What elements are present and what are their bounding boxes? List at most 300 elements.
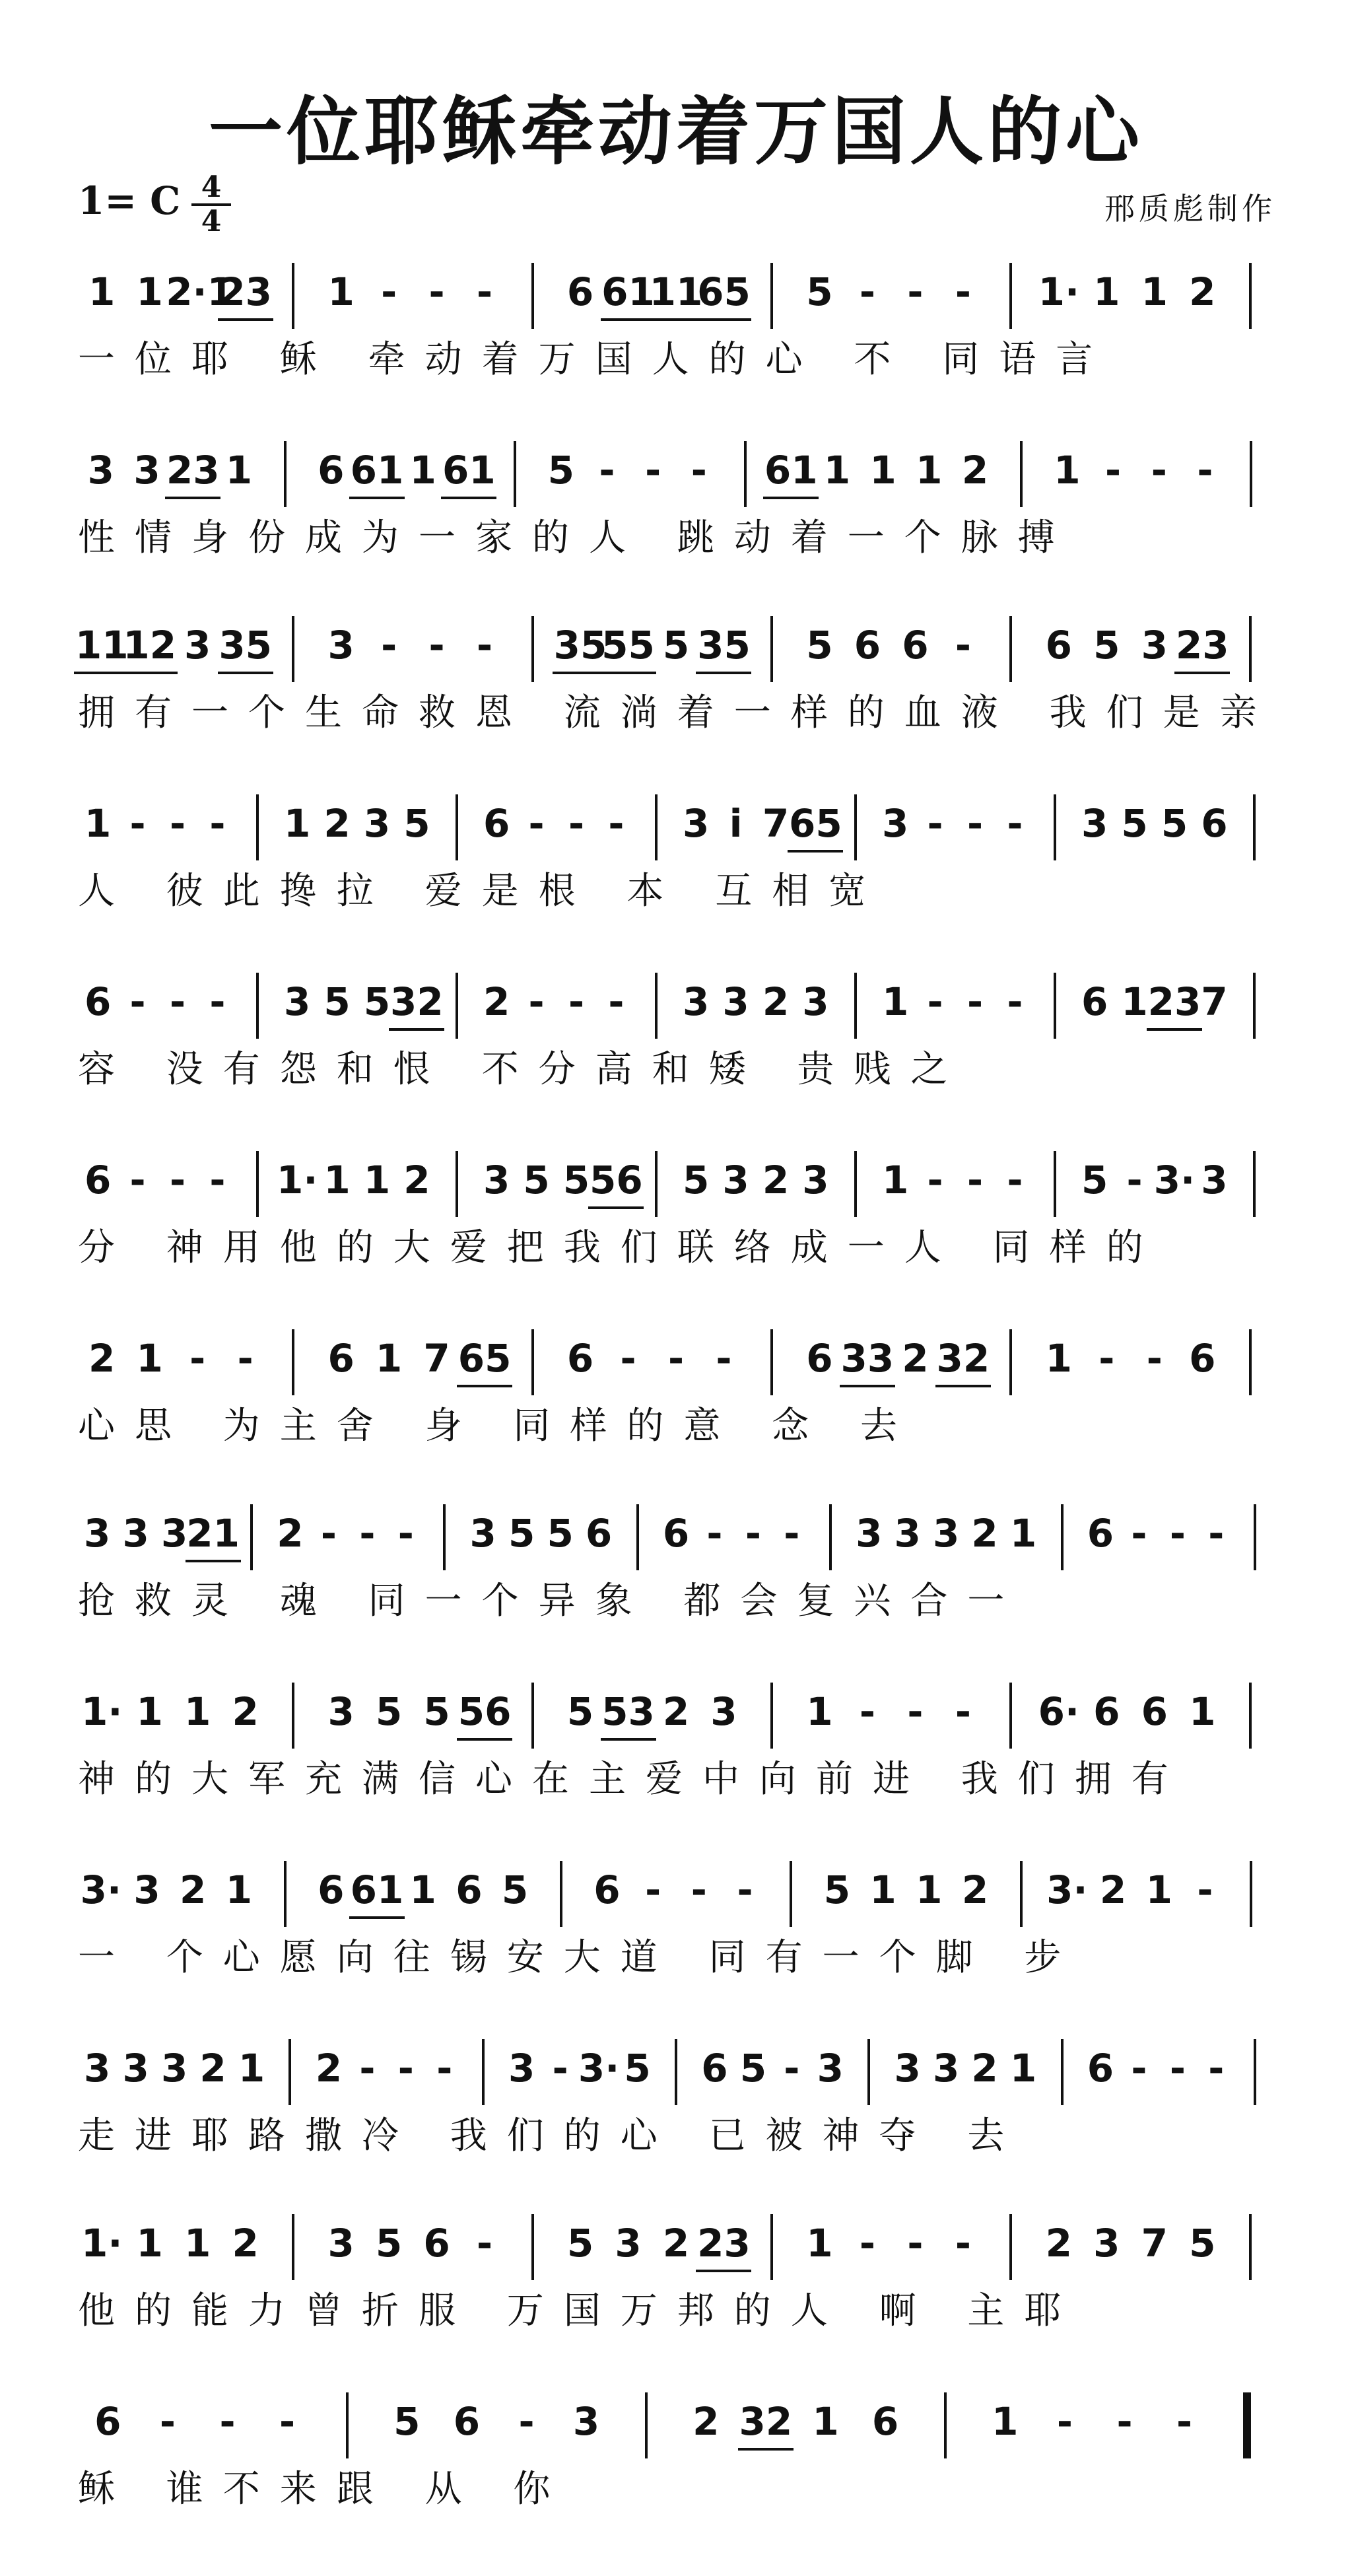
barline [1009, 263, 1012, 329]
note: 2 [662, 2221, 690, 2266]
barline [1061, 2039, 1064, 2105]
sustain-dash: - [477, 2221, 493, 2266]
barline [1249, 1683, 1252, 1749]
note: 53 [601, 1689, 655, 1734]
barline [655, 973, 658, 1039]
barline [770, 1329, 773, 1395]
note: 2 [961, 1867, 989, 1912]
barline [292, 263, 294, 329]
note: 56 [457, 1689, 512, 1734]
barline [288, 2039, 291, 2105]
note: 6 [327, 1336, 355, 1381]
note: 5 [1081, 1158, 1108, 1202]
note: 1 [1009, 2046, 1037, 2091]
note: 1 [284, 801, 311, 846]
barline [1020, 1861, 1023, 1927]
note: 61 [442, 448, 496, 493]
note: 5 [403, 801, 430, 846]
score-row [0, 2196, 1352, 2354]
note: 2 [199, 2046, 226, 2091]
lyrics-line: 稣 谁不来跟 从 你 [78, 2468, 570, 2511]
eighth-underline [457, 1738, 512, 1741]
barline [1054, 973, 1056, 1039]
note: 5 [547, 1511, 574, 1556]
sustain-dash: - [907, 269, 924, 314]
note: 35 [553, 623, 607, 668]
sustain-dash: - [1208, 2046, 1225, 2091]
note: 1 [1141, 269, 1168, 314]
note: 3 [184, 623, 211, 668]
note: 1 [363, 1158, 391, 1202]
note: 3 [469, 1511, 496, 1556]
note: 3· [1153, 1158, 1196, 1202]
note: 3 [572, 2399, 600, 2444]
barline [256, 794, 259, 860]
note: 5 [523, 1158, 550, 1202]
key-signature: 1= C [78, 178, 181, 223]
barline [944, 2392, 947, 2458]
sustain-dash: - [620, 1336, 636, 1381]
note: 23 [166, 448, 220, 493]
note: 2 [1099, 1867, 1127, 1912]
note: 1 [882, 979, 909, 1024]
sustain-dash: - [1169, 2046, 1186, 2091]
lyrics-line: 心思 为主舍 身 同样的意 念 去 [78, 1405, 918, 1447]
sustain-dash: - [129, 801, 146, 846]
note: 6 [902, 623, 929, 668]
note: 6 [318, 448, 345, 493]
barline [292, 2214, 294, 2280]
barline [1249, 1329, 1252, 1395]
note: 6 [318, 1867, 345, 1912]
note: 1 [323, 1158, 351, 1202]
note: 1 [225, 1867, 253, 1912]
eighth-underline [601, 318, 656, 321]
sustain-dash: - [1176, 2399, 1193, 2444]
note: 5 [739, 2046, 767, 2091]
note: 1 [184, 1689, 211, 1734]
note: 2·1 [166, 269, 234, 314]
score-row [0, 423, 1352, 581]
eighth-underline [763, 497, 819, 499]
sustain-dash: - [528, 979, 545, 1024]
barline [1009, 2214, 1012, 2280]
sustain-dash: - [927, 1158, 943, 1202]
barline [1054, 1151, 1056, 1217]
eighth-underline [935, 1385, 991, 1387]
note: 2 [232, 1689, 259, 1734]
note: 2 [232, 2221, 259, 2266]
note: 5 [508, 1511, 535, 1556]
barline [531, 2214, 534, 2280]
time-signature [191, 170, 231, 238]
eighth-underline [389, 1028, 444, 1031]
note: 5 [375, 1689, 403, 1734]
note: 6 [1141, 1689, 1168, 1734]
score-row [0, 2021, 1352, 2179]
sustain-dash: - [859, 2221, 875, 2266]
sustain-dash: - [716, 1336, 732, 1381]
sustain-dash: - [645, 1867, 661, 1912]
barline [1020, 441, 1023, 507]
barline [456, 1151, 458, 1217]
eighth-underline [601, 672, 656, 674]
note: 3 [122, 2046, 149, 2091]
barline [1061, 1504, 1064, 1570]
score-row [0, 1486, 1352, 1644]
eighth-underline [696, 672, 751, 674]
note: 3 [722, 979, 749, 1024]
note: 61 [601, 269, 655, 314]
eighth-underline [696, 2270, 751, 2272]
note: 3 [882, 801, 909, 846]
eighth-underline [349, 497, 405, 499]
note: 3 [683, 979, 710, 1024]
sustain-dash: - [169, 1158, 186, 1202]
note: 2 [902, 1336, 929, 1381]
barline [284, 441, 287, 507]
sustain-dash: - [784, 2046, 800, 2091]
note: 5 [1093, 623, 1120, 668]
barline [1253, 1151, 1256, 1217]
note: 3 [722, 1158, 749, 1202]
note: 65 [697, 269, 751, 314]
sustain-dash: - [1056, 2399, 1073, 2444]
note: 1 [1121, 979, 1148, 1024]
sustain-dash: - [159, 2399, 176, 2444]
note: 6 [854, 623, 881, 668]
note: 2 [315, 2046, 343, 2091]
note: 6 [483, 801, 510, 846]
note: 2 [693, 2399, 720, 2444]
note: 32 [739, 2399, 793, 2444]
note: 35 [697, 623, 751, 668]
sustain-dash: - [477, 623, 493, 668]
note: 61 [764, 448, 818, 493]
note: 1 [992, 2399, 1019, 2444]
note: 1 [916, 448, 943, 493]
sustain-dash: - [552, 2046, 568, 2091]
note: 3 [932, 2046, 960, 2091]
sustain-dash: - [907, 1689, 924, 1734]
lyrics-line: 一位耶 稣 牵动着万国人的心 不 同语言 [78, 338, 1113, 381]
eighth-underline [218, 318, 273, 321]
sustain-dash: - [966, 1158, 984, 1202]
sustain-dash: - [706, 1511, 723, 1556]
sustain-dash: - [927, 801, 943, 846]
score-row [0, 598, 1352, 756]
note: 11 [649, 269, 703, 314]
note: 5 [624, 2046, 651, 2091]
barline [256, 1151, 259, 1217]
note: 65 [457, 1336, 512, 1381]
sustain-dash: - [568, 801, 585, 846]
eighth-underline [186, 1560, 241, 1562]
score-row [0, 776, 1352, 934]
sustain-dash: - [1151, 448, 1167, 493]
sustain-dash: - [129, 1158, 146, 1202]
note: 1 [225, 448, 253, 493]
note: 55 [601, 623, 655, 668]
sustain-dash: - [1105, 448, 1122, 493]
note: 6 [456, 1867, 483, 1912]
eighth-underline [122, 672, 178, 674]
barline [770, 263, 773, 329]
barline [1254, 1504, 1256, 1570]
author-credit: 邢质彪制作 [1104, 191, 1276, 226]
sustain-dash: - [436, 2046, 453, 2091]
barline [1009, 1329, 1012, 1395]
barline [256, 973, 259, 1039]
sustain-dash: - [359, 1511, 376, 1556]
note: 3 [932, 1511, 960, 1556]
sustain-dash: - [1197, 1867, 1213, 1912]
note: 6 [871, 2399, 899, 2444]
barline [1250, 441, 1252, 507]
note: 6 [585, 1511, 613, 1556]
note: 2 [277, 1511, 304, 1556]
eighth-underline [74, 672, 129, 674]
note: 61 [350, 448, 404, 493]
note: 6 [84, 979, 112, 1024]
sustain-dash: - [129, 979, 146, 1024]
note: 6 [566, 269, 594, 314]
sustain-dash: - [359, 2046, 376, 2091]
note: 3 [133, 1867, 160, 1912]
note: 56 [590, 1158, 643, 1202]
note: 5 [1121, 801, 1148, 846]
note: 7 [762, 801, 790, 846]
sustain-dash: - [320, 1511, 337, 1556]
lyrics-line: 神的大军充满信心在主爱中向前进 我们拥有 [78, 1758, 1188, 1801]
sustain-dash: - [397, 1511, 414, 1556]
barline [744, 441, 747, 507]
eighth-underline [648, 318, 704, 321]
note: 1 [136, 269, 163, 314]
note: 5 [823, 1867, 851, 1912]
lyrics-line: 分 神用他的大爱把我们联络成一人 同样的 [78, 1226, 1163, 1269]
eighth-underline [601, 1738, 656, 1741]
note: 5 [393, 2399, 421, 2444]
note: 5 [1161, 801, 1188, 846]
time-signature-top: 4 [201, 170, 222, 204]
note: 2 [180, 1867, 207, 1912]
sustain-dash: - [279, 2399, 296, 2444]
sustain-dash: - [691, 448, 707, 493]
note: 3· [1046, 1867, 1088, 1912]
note: 1 [1009, 1511, 1037, 1556]
note: i [729, 801, 743, 846]
barline [829, 1504, 832, 1570]
lyrics-line: 他的能力曾折服 万国万邦的人 啊 主耶 [78, 2289, 1081, 2332]
barline [1250, 1861, 1252, 1927]
note: 3 [683, 801, 710, 846]
sustain-dash: - [428, 623, 445, 668]
song-title: 一位耶稣牵动着万国人的心 [209, 88, 1143, 175]
sustain-dash: - [518, 2399, 535, 2444]
note: 5 [1189, 2221, 1216, 2266]
barline [250, 1504, 253, 1570]
note: 11 [75, 623, 129, 668]
note: 1 [375, 1336, 403, 1381]
barline [284, 1861, 287, 1927]
barline [560, 1861, 562, 1927]
sustain-dash: - [1146, 1336, 1163, 1381]
note: 2 [403, 1158, 430, 1202]
note: 5 [323, 979, 351, 1024]
sustain-dash: - [1169, 1511, 1186, 1556]
eighth-underline [788, 850, 843, 853]
note: 3 [84, 2046, 111, 2091]
barline [1054, 794, 1056, 860]
note: 3 [122, 1511, 149, 1556]
barline [770, 1683, 773, 1749]
sustain-dash: - [955, 2221, 971, 2266]
note: 3 [1141, 623, 1168, 668]
note: 5 [562, 1158, 590, 1202]
note: 6 [94, 2399, 121, 2444]
eighth-underline [553, 672, 608, 674]
note: 3 [483, 1158, 510, 1202]
sustain-dash: - [1131, 1511, 1147, 1556]
note: 6 [1087, 1511, 1114, 1556]
note: 3 [327, 2221, 355, 2266]
sustain-dash: - [955, 269, 971, 314]
sustain-dash: - [907, 2221, 924, 2266]
note: 3 [817, 2046, 844, 2091]
lyrics-line: 拥有一个生命救恩 流淌着一样的血液 我们是亲 [78, 691, 1277, 734]
barline [456, 794, 458, 860]
note: 1· [81, 1689, 123, 1734]
barline [770, 616, 773, 682]
sustain-dash: - [691, 1867, 707, 1912]
note: 6 [593, 1867, 621, 1912]
sustain-dash: - [209, 979, 226, 1024]
note: 6 [1045, 623, 1072, 668]
sustain-dash: - [745, 1511, 761, 1556]
sustain-dash: - [599, 448, 615, 493]
note: 1 [882, 1158, 909, 1202]
sustain-dash: - [784, 1511, 800, 1556]
note: 2 [762, 1158, 790, 1202]
sustain-dash: - [169, 979, 186, 1024]
score-row [0, 244, 1352, 403]
sustain-dash: - [1197, 448, 1213, 493]
barline [854, 794, 857, 860]
sustain-dash: - [1098, 1336, 1115, 1381]
note: 3· [80, 1867, 122, 1912]
final-barline [1243, 2392, 1251, 2458]
sustain-dash: - [1007, 801, 1023, 846]
barline [514, 441, 516, 507]
note: 1 [136, 1336, 163, 1381]
sustain-dash: - [927, 979, 943, 1024]
note: 23 [697, 2221, 751, 2266]
lyrics-line: 一 个心愿向往锡安大道 同有一个脚 步 [78, 1936, 1081, 1979]
note: 3 [1093, 2221, 1120, 2266]
sustain-dash: - [608, 979, 625, 1024]
lyrics-line: 性情身份成为一家的人 跳动着一个脉搏 [78, 516, 1075, 559]
note: 32 [936, 1336, 990, 1381]
sustain-dash: - [428, 269, 445, 314]
time-signature-bottom: 4 [201, 205, 222, 238]
eighth-underline [840, 1385, 895, 1387]
note: 3 [284, 979, 311, 1024]
sustain-dash: - [169, 801, 186, 846]
note: 2 [1189, 269, 1216, 314]
sustain-dash: - [859, 1689, 875, 1734]
barline [292, 1329, 294, 1395]
sustain-dash: - [859, 269, 875, 314]
sustain-dash: - [477, 269, 493, 314]
note: 3 [894, 2046, 921, 2091]
note: 1 [136, 1689, 163, 1734]
note: 3 [508, 2046, 535, 2091]
note: 1 [84, 801, 112, 846]
sustain-dash: - [381, 269, 397, 314]
note: 5 [363, 979, 391, 1024]
barline [655, 794, 658, 860]
note: 5 [375, 2221, 403, 2266]
note: 3 [84, 1511, 111, 1556]
note: 3 [710, 1689, 737, 1734]
note: 1· [276, 1158, 318, 1202]
note: 1 [184, 2221, 211, 2266]
note: 1 [327, 269, 355, 314]
sustain-dash: - [1208, 1511, 1225, 1556]
score-row [0, 1664, 1352, 1823]
sustain-dash: - [1007, 979, 1023, 1024]
sustain-dash: - [955, 623, 971, 668]
note: 2 [762, 979, 790, 1024]
note: 6 [1087, 2046, 1114, 2091]
barline [531, 1683, 534, 1749]
note: 6 [423, 2221, 450, 2266]
note: 6 [806, 1336, 833, 1381]
eighth-underline [1174, 672, 1230, 674]
note: 6 [1081, 979, 1108, 1024]
note: 5 [547, 448, 574, 493]
sustain-dash: - [397, 2046, 414, 2091]
barline [1249, 263, 1252, 329]
note: 3 [327, 1689, 355, 1734]
note: 6 [1189, 1336, 1216, 1381]
note: 1 [869, 448, 896, 493]
sustain-dash: - [209, 1158, 226, 1202]
note: 2 [88, 1336, 116, 1381]
eighth-underline [1147, 1028, 1202, 1031]
barline [482, 2039, 485, 2105]
note: 1 [238, 2046, 265, 2091]
note: 2 [1045, 2221, 1072, 2266]
note: 2 [961, 448, 989, 493]
barline [1249, 2214, 1252, 2280]
note: 7 [1201, 979, 1228, 1024]
barline [456, 973, 458, 1039]
score-row [0, 2374, 1352, 2532]
note: 7 [1141, 2221, 1168, 2266]
barline [867, 2039, 870, 2105]
barline [854, 1151, 857, 1217]
note: 5 [806, 623, 833, 668]
note: 2 [323, 801, 351, 846]
note: 5 [806, 269, 833, 314]
note: 23 [1175, 623, 1229, 668]
sustain-dash: - [955, 1689, 971, 1734]
barline [1009, 616, 1012, 682]
note: 6 [1093, 1689, 1120, 1734]
barline [443, 1504, 446, 1570]
